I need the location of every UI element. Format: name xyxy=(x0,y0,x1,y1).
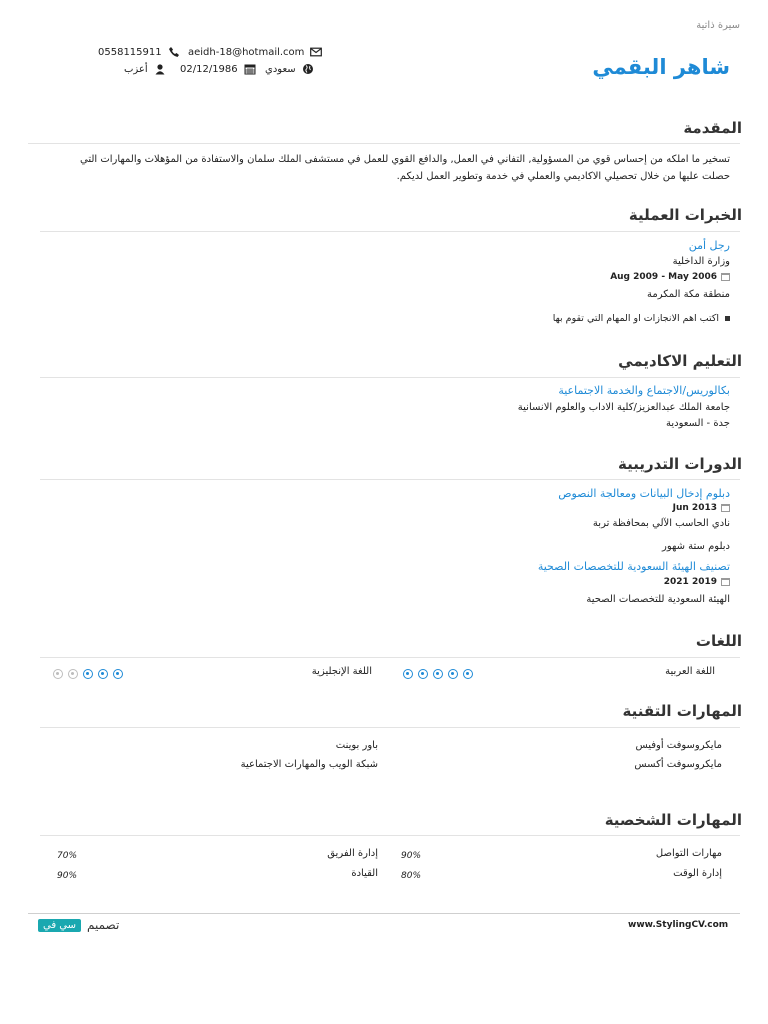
calendar-icon xyxy=(721,504,730,512)
tech-skill-item: مايكروسوفت أكسس xyxy=(634,759,722,770)
course-date-2 xyxy=(664,577,730,587)
intro-text: تسخير ما املكه من إحساس قوي من المسؤولية, التفاني في العمل, والدافع القوي للعمل في مستشفى الملك سلمان والاستفادة من المؤهلات والمهارات التي حصلت عليها من خلال تحصيلي الاكاديمي والعملي في خدمة وتطوير العمل لديكم. xyxy=(79,154,730,182)
course-date-1-text: Jun 2013 xyxy=(672,503,717,513)
personal-skills-divider xyxy=(40,835,740,836)
education-location: جدة - السعودية xyxy=(666,418,730,429)
calendar-icon xyxy=(721,273,730,281)
rating-dot-icon xyxy=(68,669,78,679)
tech-skill-item: باور بوينت xyxy=(335,740,378,751)
email-address[interactable]: aeidh-18@hotmail.com xyxy=(188,46,305,58)
personal-skill-percent: 70% xyxy=(57,851,78,861)
rating-dot-icon xyxy=(113,669,123,679)
phone-icon xyxy=(168,46,180,58)
calendar-icon xyxy=(244,63,256,75)
bullet-icon xyxy=(725,316,730,321)
brand-text: تصميم xyxy=(87,918,120,932)
rating-dot-icon xyxy=(418,669,428,679)
user-icon xyxy=(154,63,166,75)
courses-divider xyxy=(40,479,740,480)
language-level-arabic xyxy=(403,669,473,679)
globe-icon xyxy=(302,63,314,75)
experience-divider xyxy=(40,231,740,232)
course-date-2-text: 2021 2019 xyxy=(663,577,717,587)
course-name-1: دبلوم إدخال البيانات ومعالجة النصوص xyxy=(558,487,730,500)
course-org-2: الهيئة السعودية للتخصصات الصحية xyxy=(586,594,730,605)
experience-title: الخبرات العملية xyxy=(628,206,742,224)
nationality: سعودي xyxy=(265,63,296,75)
brand-logo xyxy=(38,918,119,932)
rating-dot-icon xyxy=(433,669,443,679)
birthdate: 02/12/1986 xyxy=(180,63,238,75)
tech-skills-divider xyxy=(40,727,740,728)
languages-divider xyxy=(40,657,740,658)
tech-skills-title: المهارات التقنية xyxy=(622,702,742,720)
personal-skill-name: إدارة الوقت xyxy=(673,868,722,879)
language-level-english xyxy=(53,669,123,679)
marital-row xyxy=(124,63,166,75)
nationality-row xyxy=(265,63,314,75)
personal-skills-title: المهارات الشخصية xyxy=(604,811,742,829)
phone-number: 0558115911 xyxy=(98,46,162,58)
courses-title: الدورات التدريبية xyxy=(617,455,742,473)
experience-org: وزارة الداخلية xyxy=(672,256,730,267)
language-name-english: اللغة الإنجليزية xyxy=(311,666,372,677)
email-row xyxy=(188,46,322,58)
education-divider xyxy=(40,377,740,378)
birthdate-row xyxy=(180,63,256,75)
education-title: التعليم الاكاديمي xyxy=(618,352,742,370)
brand-box: سي في xyxy=(38,919,81,932)
footer-divider xyxy=(28,913,740,914)
rating-dot-icon xyxy=(463,669,473,679)
rating-dot-icon xyxy=(83,669,93,679)
personal-skill-name: إدارة الفريق xyxy=(327,848,378,859)
intro-title: المقدمة xyxy=(683,119,742,137)
tech-skill-item: مايكروسوفت أوفيس xyxy=(635,740,722,751)
phone-row xyxy=(98,46,180,58)
person-name: شاهر البقمي xyxy=(592,55,730,79)
education-school: جامعة الملك عبدالعزيز/كلية الاداب والعلوم الانسانية xyxy=(517,402,730,413)
rating-dot-icon xyxy=(98,669,108,679)
intro-divider xyxy=(28,143,740,144)
rating-dot-icon xyxy=(53,669,63,679)
education-degree: بكالوريس/الاجتماع والخدمة الاجتماعية xyxy=(558,384,730,397)
course-org-1: نادي الحاسب الآلي بمحافظة تربة xyxy=(592,518,730,529)
personal-skill-percent: 90% xyxy=(57,871,78,881)
envelope-icon xyxy=(310,46,322,58)
experience-bullet xyxy=(553,313,730,324)
personal-skill-name: مهارات التواصل xyxy=(655,848,722,859)
personal-skill-percent: 90% xyxy=(401,851,422,861)
course-date-1 xyxy=(673,503,730,513)
rating-dot-icon xyxy=(403,669,413,679)
document-label: سيرة ذاتية xyxy=(696,20,740,31)
marital-status: أعزب xyxy=(124,63,148,75)
personal-skill-percent: 80% xyxy=(401,871,422,881)
rating-dot-icon xyxy=(448,669,458,679)
personal-skill-name: القيادة xyxy=(351,868,378,879)
experience-location: منطقة مكة المكرمة xyxy=(647,289,730,300)
course-name-2: تصنيف الهيئة السعودية للتخصصات الصحية xyxy=(537,560,730,573)
languages-title: اللغات xyxy=(695,632,742,650)
language-name-arabic: اللغة العربية xyxy=(665,666,715,677)
footer-url[interactable]: www.StylingCV.com xyxy=(628,920,729,930)
experience-bullet-text: اكتب اهم الانجازات او المهام التي تقوم بها xyxy=(552,313,719,324)
calendar-icon xyxy=(721,578,730,586)
experience-role: رجل أمن xyxy=(688,239,730,252)
tech-skill-item: شبكة الويب والمهارات الاجتماعية xyxy=(240,759,378,770)
experience-dates-text: Aug 2009 - May 2006 xyxy=(610,272,717,282)
course-note-1: دبلوم ستة شهور xyxy=(661,541,730,552)
experience-dates xyxy=(610,272,730,282)
